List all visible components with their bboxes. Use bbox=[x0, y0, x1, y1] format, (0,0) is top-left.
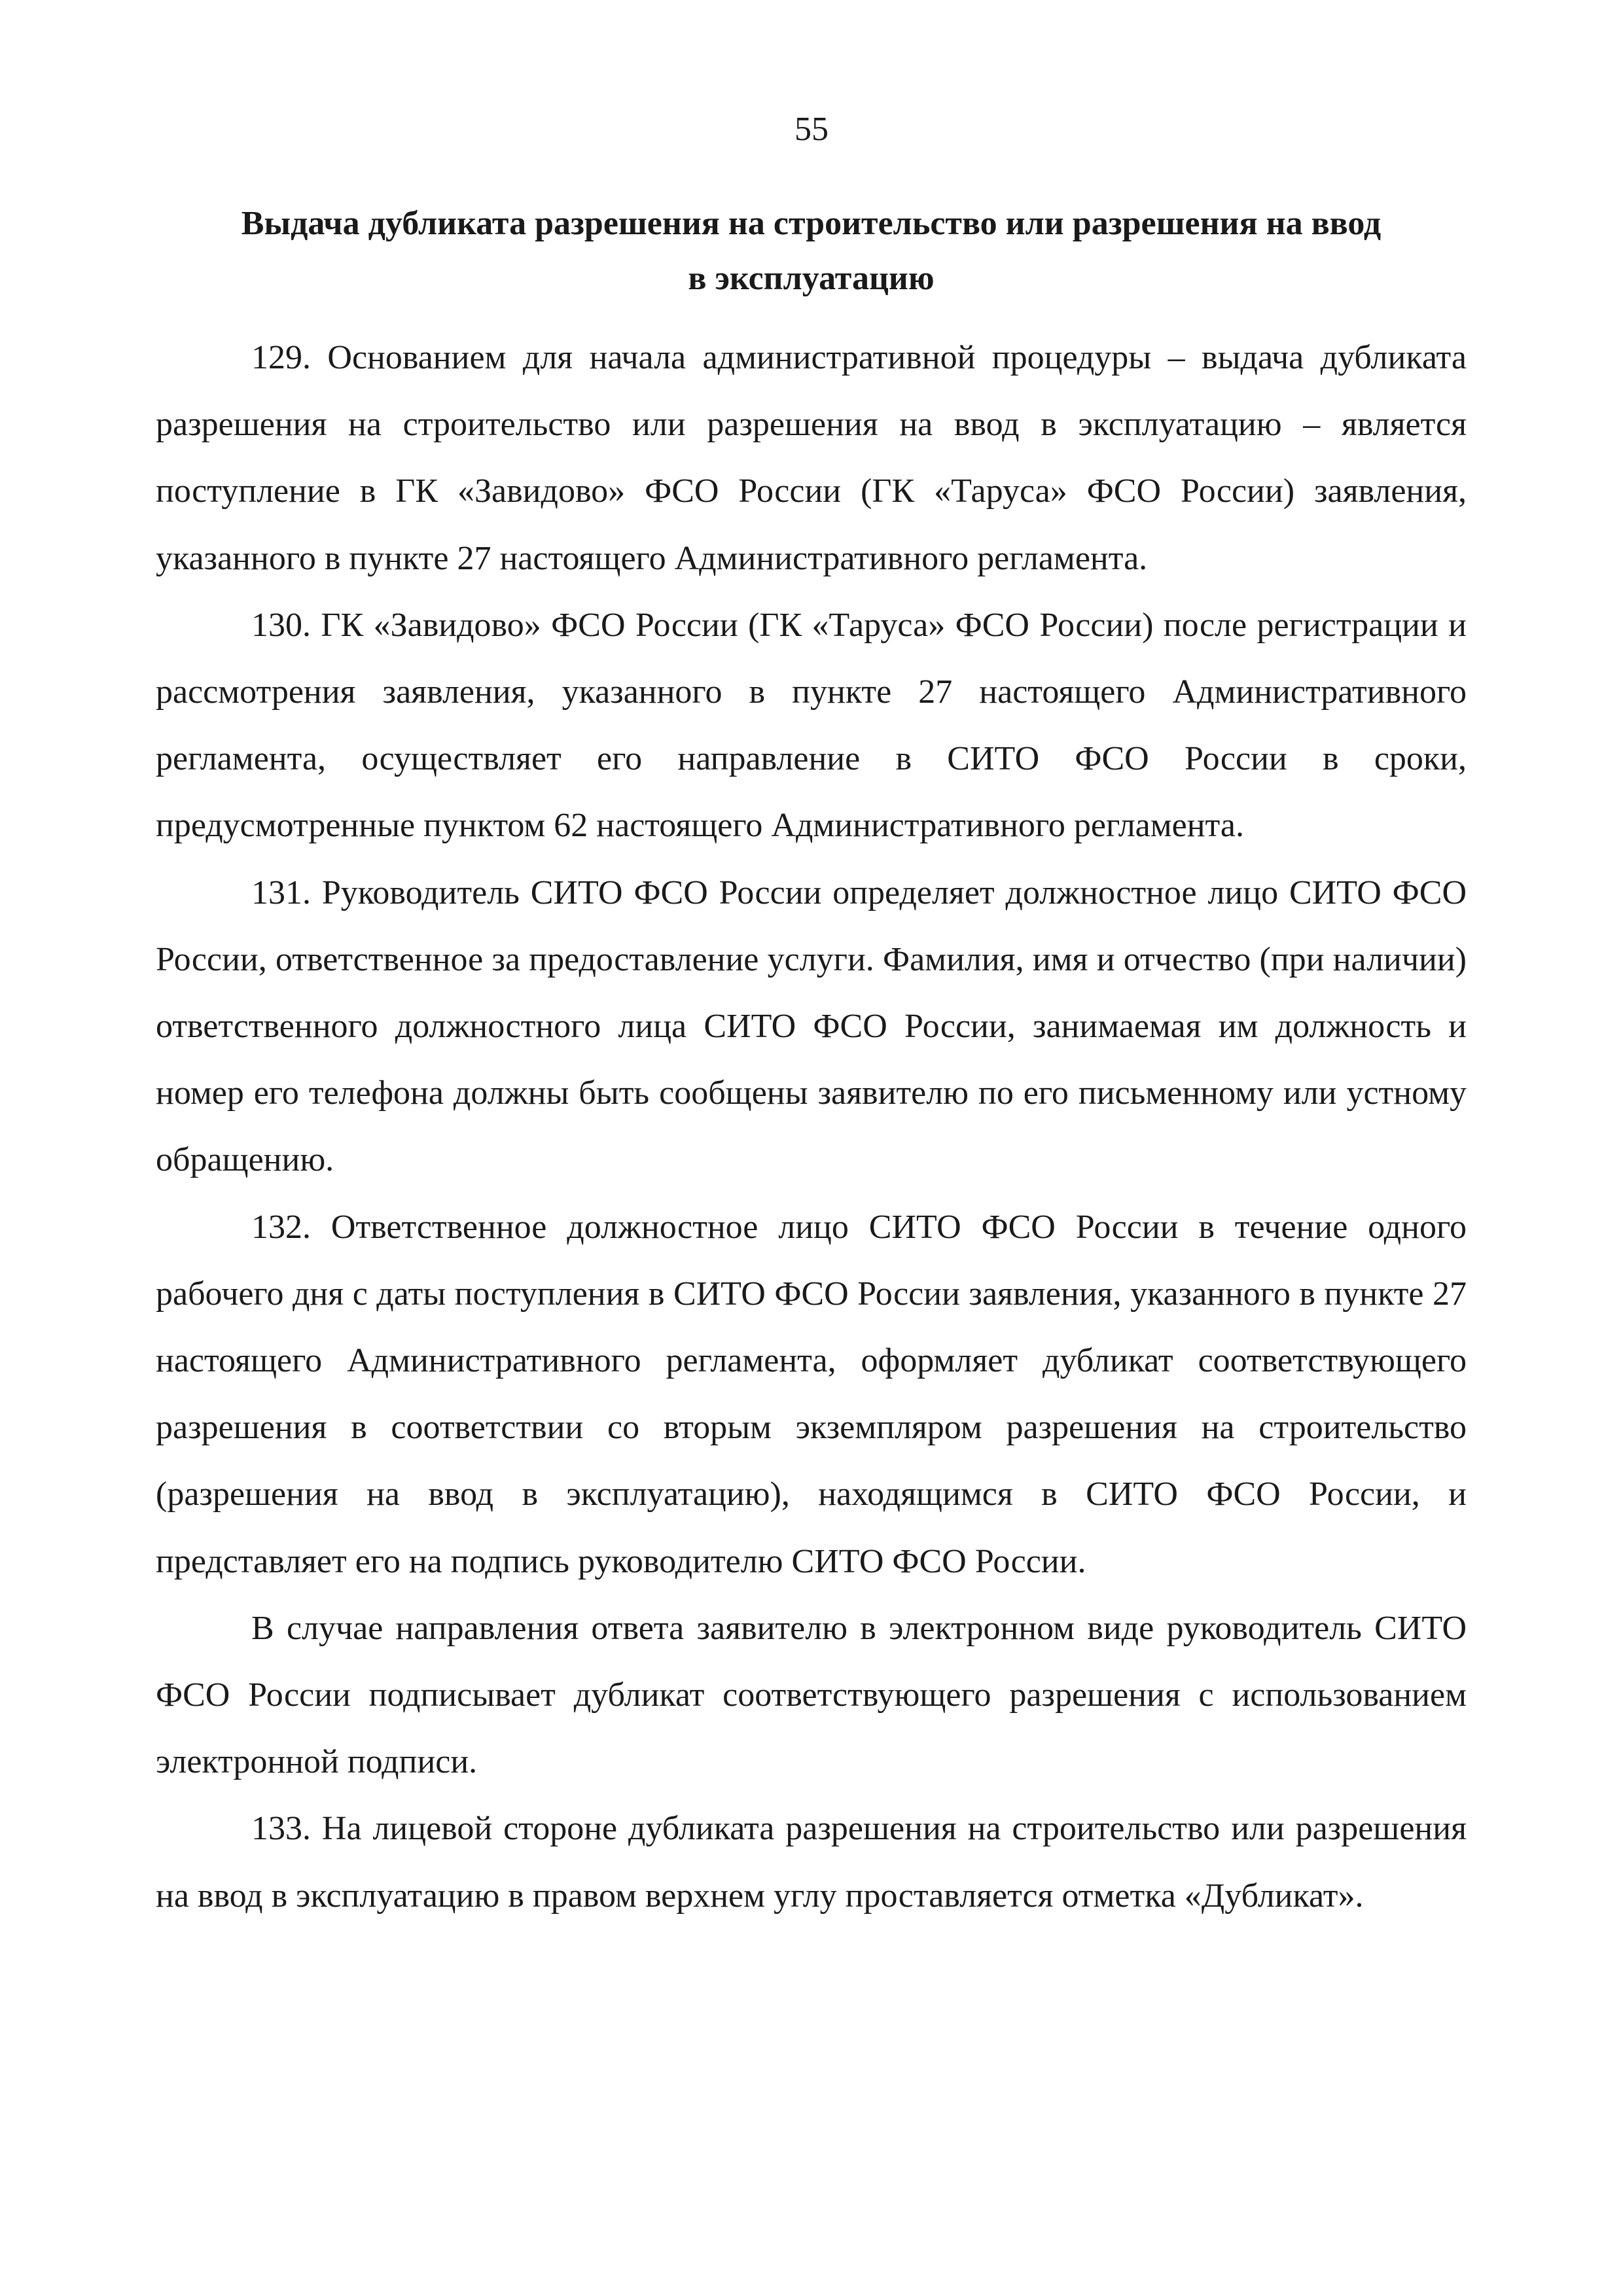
paragraph-132: 132. Ответственное должностное лицо СИТО ФСО России в течение одного рабочего дня с даты поступления в СИТО ФСО России заявления, указанного в пункте 27 настоящего Административного регламента, оформляет дубликат соответствующего разрешения в соответствии со вторым экземпляром разрешения на строительство (разрешения на ввод в эксплуатацию), находящимся в СИТО ФСО России, и представляет его на подпись руководителю СИТО ФСО России. bbox=[156, 1208, 1467, 1580]
paragraph-132-continuation: В случае направления ответа заявителю в электронном виде руководитель СИТО ФСО России подписывает дубликат соответствующего разрешения с использованием электронной подписи. bbox=[156, 1609, 1467, 1781]
paragraph-129: 129. Основанием для начала административной процедуры – выдача дубликата разрешения на строительство или разрешения на ввод в эксплуатацию – является поступление в ГК «Завидово» ФСО России (ГК «Таруса» ФСО России) заявления, указанного в пункте 27 настоящего Административного регламента. bbox=[156, 339, 1467, 577]
document-body bbox=[156, 325, 1467, 1930]
paragraph-130: 130. ГК «Завидово» ФСО России (ГК «Таруса» ФСО России) после регистрации и рассмотрения заявления, указанного в пункте 27 настоящего Административного регламента, осуществляет его направление в СИТО ФСО России в сроки, предусмотренные пунктом 62 настоящего Административного регламента. bbox=[156, 606, 1467, 845]
section-heading-line-1: Выдача дубликата разрешения на строительство или разрешения на ввод bbox=[241, 205, 1382, 242]
paragraph-131: 131. Руководитель СИТО ФСО России определяет должностное лицо СИТО ФСО России, ответственное за предоставление услуги. Фамилия, имя и отчество (при наличии) ответственного должностного лица СИТО ФСО России, занимаемая им должность и номер его телефона должны быть сообщены заявителю по его письменному или устному обращению. bbox=[156, 874, 1467, 1179]
page-number: 55 bbox=[794, 111, 829, 148]
section-heading bbox=[156, 196, 1467, 306]
paragraph-133: 133. На лицевой стороне дубликата разрешения на строительство или разрешения на ввод в эксплуатацию в правом верхнем углу проставляется отметка «Дубликат». bbox=[156, 1810, 1467, 1915]
section-heading-line-2: в эксплуатацию bbox=[688, 260, 935, 297]
